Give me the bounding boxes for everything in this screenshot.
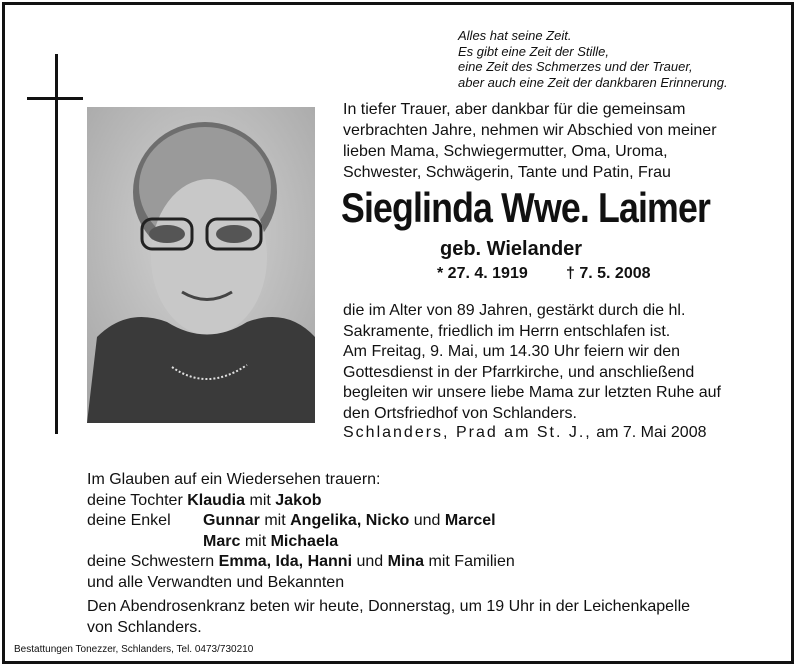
funeral-text <box>343 342 767 424</box>
cross-icon-bar <box>27 97 83 100</box>
mourners-list <box>87 470 515 593</box>
intro-text <box>343 99 767 183</box>
mourner-name: Emma, Ida, Hanni <box>218 553 353 570</box>
funeral-line: Am Freitag, 9. Mai, um 14.30 Uhr feiern wir den <box>343 343 681 360</box>
mourner-name: Marcel <box>444 512 496 529</box>
mourner-connector: mit <box>264 512 286 529</box>
deceased-name: Sieglinda Wwe. Laimer <box>341 184 710 231</box>
mourner-name: Angelika, Nicko <box>290 512 410 529</box>
mourner-name: Mina <box>387 553 425 570</box>
mourner-connector: und <box>356 553 384 570</box>
mourner-row-relatives: und alle Verwandten und Bekannten <box>87 573 345 591</box>
poem-line: Es gibt eine Zeit der Stille, <box>458 43 610 59</box>
mourner-label: deine Enkel <box>87 512 171 529</box>
place-date <box>343 424 706 442</box>
birth-date: * 27. 4. 1919 <box>437 265 528 282</box>
mourner-row-grandchildren <box>87 511 515 532</box>
cross-icon <box>55 54 58 434</box>
mourner-label: deine Schwestern <box>87 553 215 570</box>
rosary-line: Den Abendrosenkranz beten wir heute, Donnerstag, um 19 Uhr in der Leichenkapelle <box>87 598 691 615</box>
mourner-name: Gunnar <box>203 512 260 529</box>
mourner-name: Marc <box>203 532 241 550</box>
portrait-silhouette <box>87 107 315 423</box>
intro-line: Schwester, Schwägerin, Tante und Patin, Frau <box>343 164 671 181</box>
mourner-connector: mit Familien <box>428 553 515 570</box>
place: Schlanders, Prad am St. J., <box>343 424 592 441</box>
intro-line: In tiefer Trauer, aber dankbar für die gemeinsam <box>343 101 686 118</box>
portrait-photo <box>87 107 315 423</box>
funeral-line: den Ortsfriedhof von Schlanders. <box>343 404 577 422</box>
funeral-line: begleiten wir unsere liebe Mama zur letzten Ruhe auf <box>343 384 721 401</box>
age-text <box>343 301 767 342</box>
intro-line: lieben Mama, Schwiegermutter, Oma, Uroma, <box>343 143 668 160</box>
mourner-name: Michaela <box>270 532 339 550</box>
poem-line: Alles hat seine Zeit. <box>458 28 572 43</box>
age-line: die im Alter von 89 Jahren, gestärkt durch die hl. <box>343 302 686 319</box>
mourner-row-daughter <box>87 491 515 512</box>
mourner-name: Klaudia <box>187 491 246 509</box>
maiden-name: geb. Wielander <box>440 238 583 260</box>
mourners-heading: Im Glauben auf ein Wiedersehen trauern: <box>87 471 381 488</box>
poem-line: aber auch eine Zeit der dankbaren Erinnerung. <box>458 74 728 90</box>
date: am 7. Mai 2008 <box>596 424 707 441</box>
poem <box>458 28 728 90</box>
funeral-line: Gottesdienst in der Pfarrkirche, und anschließend <box>343 363 695 381</box>
mourner-label: deine Tochter <box>87 491 183 509</box>
undertaker-credit: Bestattungen Tonezzer, Schlanders, Tel. 0473/730210 <box>14 644 254 655</box>
mourner-connector: mit <box>249 491 271 509</box>
poem-line: eine Zeit des Schmerzes und der Trauer, <box>458 59 693 74</box>
rosary-text <box>87 597 690 638</box>
mourner-row-grandchildren-2 <box>87 532 515 553</box>
mourner-connector: und <box>413 512 441 529</box>
intro-line: verbrachten Jahre, nehmen wir Abschied von meiner <box>343 122 717 139</box>
rosary-line: von Schlanders. <box>87 618 202 636</box>
age-line: Sakramente, friedlich im Herrn entschlafen ist. <box>343 322 671 340</box>
death-date: † 7. 5. 2008 <box>566 265 651 282</box>
mourner-row-sisters <box>87 552 515 573</box>
mourner-connector: mit <box>244 532 267 550</box>
mourner-name: Jakob <box>275 491 322 509</box>
